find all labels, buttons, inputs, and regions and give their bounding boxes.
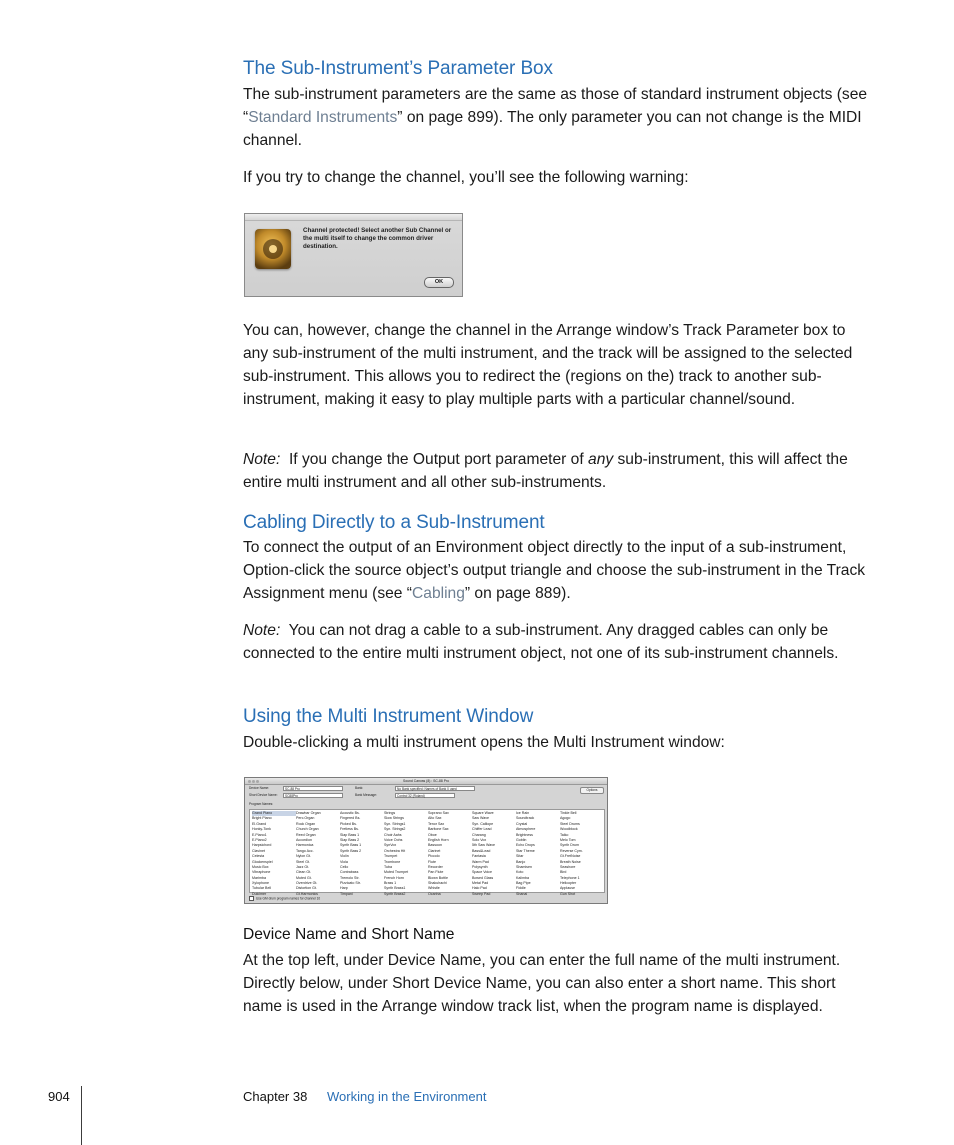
paragraph: At the top left, under Device Name, you can enter the full name of the multi instrument. Directly below, under Short Device Name, you can also enter a short name. This short name is used in the Arrange window track list, when the program name is displayed. [243, 952, 841, 1015]
program-name[interactable]: Slap Bass 2 [340, 837, 360, 842]
program-name[interactable]: Vibraphone [252, 870, 271, 875]
program-name[interactable]: Telephone 1 [560, 875, 580, 880]
program-name[interactable]: Gt.FretNoise [560, 854, 581, 859]
program-name[interactable]: SynVox [384, 843, 397, 848]
program-name[interactable]: Ice Rain [516, 811, 530, 815]
program-name[interactable]: Applause [560, 886, 575, 891]
program-name[interactable]: Soprano Sax [428, 811, 449, 815]
bank-select[interactable]: No Bank specified: Names of Bank 0 used [395, 786, 475, 791]
program-name[interactable]: Synth Bass 2 [340, 848, 362, 853]
program-name[interactable]: Fantasia [472, 854, 486, 859]
program-name[interactable]: Harmonica [296, 843, 314, 848]
paragraph [243, 83, 873, 152]
bank-message-label: Bank Message: [355, 793, 377, 797]
program-name[interactable]: Recorder [428, 864, 443, 869]
program-name[interactable]: Polysynth [472, 864, 488, 869]
program-name[interactable]: Fiddle [516, 886, 526, 891]
text-span: sub-instrument, this will affect the entire multi instrument and all other sub-instruments. [243, 451, 848, 491]
paragraph: If you try to change the channel, you’ll see the following warning: [243, 169, 689, 186]
program-name[interactable]: Breath Noise [560, 859, 581, 864]
checkbox-icon[interactable] [249, 896, 254, 901]
program-name[interactable]: Syn. Strings1 [384, 821, 406, 826]
program-name[interactable]: Tubular Bell [252, 886, 272, 891]
program-name[interactable]: Warm Pad [472, 859, 489, 864]
program-column [428, 811, 472, 897]
program-name[interactable]: Clean Gt. [296, 870, 312, 875]
program-name[interactable]: Tremolo Str. [340, 875, 360, 880]
program-name[interactable]: Baritone Sax [428, 827, 449, 832]
program-name[interactable]: Muted Trumpet [384, 870, 409, 875]
program-name[interactable]: Kalimba [516, 875, 529, 880]
dialog-message: Channel protected! Select another Sub Channel or the multi itself to change the common driver destination. [303, 227, 452, 250]
program-name[interactable]: Brightness [516, 832, 533, 837]
program-name[interactable]: Gun Shot [560, 891, 576, 896]
text-span: You can not drag a cable to a sub-instrument. Any dragged cables can only be connected to the entire multi instrument object, not one of its sub-instrument channels. [243, 622, 839, 662]
program-name[interactable]: Metal Pad [472, 881, 489, 886]
program-name[interactable]: Contrabass [340, 870, 359, 875]
program-name[interactable]: Glockenspiel [252, 859, 273, 864]
note-label: Note: [243, 622, 281, 639]
program-name[interactable]: Picked Bs. [340, 821, 357, 826]
program-name[interactable]: Soundtrack [516, 816, 535, 821]
bank-message-select[interactable]: Control 32 (Roland) [395, 793, 455, 798]
program-name[interactable]: Syn. Strings2 [384, 827, 406, 832]
program-name[interactable]: Tuba [384, 864, 393, 869]
program-name[interactable]: Nylon Gt. [296, 854, 311, 859]
program-name[interactable]: Strings [384, 811, 396, 815]
window-titlebar [245, 778, 607, 785]
program-name[interactable]: Clarinet [428, 848, 441, 853]
section-heading-parameter-box: The Sub-Instrument’s Parameter Box [243, 58, 553, 79]
program-name[interactable]: Melo Tom [560, 837, 576, 842]
program-name[interactable]: Orchestra Hit [384, 848, 406, 853]
program-name[interactable]: Chiffer Lead [472, 827, 492, 832]
program-name[interactable]: Muted Gt. [296, 875, 312, 880]
window-controls-icon [248, 779, 260, 785]
text-span: ” on page 889). [464, 585, 571, 602]
section-heading-cabling: Cabling Directly to a Sub-Instrument [243, 512, 545, 533]
program-name[interactable]: Accordion [296, 837, 312, 842]
program-name[interactable]: 5th Saw Wave [472, 843, 496, 848]
checkbox-label: Use GM drum program names for channel 10 [256, 896, 321, 900]
program-name[interactable]: Bass&Lead [472, 848, 491, 853]
paragraph: Double-clicking a multi instrument opens the Multi Instrument window: [243, 734, 725, 751]
program-name[interactable]: Koto [516, 870, 524, 875]
program-name[interactable]: Celesta [252, 854, 265, 859]
program-column [472, 811, 516, 897]
program-name[interactable]: Taiko [560, 832, 569, 837]
program-name[interactable]: Seashore [560, 864, 576, 869]
program-name[interactable]: Slow Strings [384, 816, 404, 821]
program-name[interactable]: Voice Oohs [384, 837, 403, 842]
program-name[interactable]: Reverse Cym. [560, 848, 583, 853]
short-device-name-field[interactable]: SC88Pro [283, 793, 343, 798]
short-device-name-label: Short Device Name: [249, 793, 278, 797]
text-span: If you change the Output port parameter of [288, 451, 589, 468]
program-name[interactable]: Drawbar Organ [296, 811, 321, 815]
program-name[interactable]: Church Organ [296, 827, 319, 832]
program-name[interactable]: El.Grand [252, 821, 267, 826]
warning-dialog-screenshot [244, 213, 463, 297]
program-name[interactable]: Bassoon [428, 843, 442, 848]
program-name[interactable]: Bright Piano [252, 816, 272, 821]
gm-drum-names-option[interactable] [249, 896, 320, 901]
emphasis: any [588, 451, 614, 468]
program-name[interactable]: Helicopter [560, 881, 577, 886]
program-name[interactable]: Distortion Gt. [296, 886, 317, 891]
program-name[interactable]: Viola [340, 859, 348, 864]
chapter-title-link[interactable]: Working in the Environment [327, 1089, 487, 1104]
program-names-grid [249, 809, 605, 896]
program-name[interactable]: Violin [340, 854, 349, 859]
program-name[interactable]: E.Piano2 [252, 837, 267, 842]
program-name[interactable]: Fingered Bs. [340, 816, 361, 821]
program-name[interactable]: Whistle [428, 886, 440, 891]
program-name[interactable]: Perc.Organ [296, 816, 315, 821]
program-name[interactable]: Syn. Calliope [472, 821, 494, 826]
program-name[interactable]: Trumpet [384, 854, 398, 859]
program-name[interactable]: Pan Flute [428, 870, 444, 875]
program-name[interactable]: Reed Organ [296, 832, 316, 837]
program-name[interactable]: Alto Sax [428, 816, 442, 821]
program-name[interactable]: Crystal [516, 821, 528, 826]
program-column [340, 811, 384, 897]
app-warning-icon [255, 229, 291, 269]
program-name[interactable]: Clavinet [252, 848, 265, 853]
subsection-heading-device-name: Device Name and Short Name [243, 926, 455, 943]
note-paragraph [243, 448, 873, 494]
multi-instrument-window-screenshot [244, 777, 608, 904]
program-name[interactable]: Slap Bass 1 [340, 832, 360, 837]
program-name[interactable]: Dulcimer [252, 891, 267, 896]
program-name[interactable]: Tenor Sax [428, 821, 445, 826]
program-name[interactable]: French Horn [384, 875, 404, 880]
section-heading-multi-window: Using the Multi Instrument Window [243, 706, 534, 727]
chapter-label: Chapter 38 [243, 1089, 308, 1104]
device-name-field[interactable]: SC-88 Pro [283, 786, 343, 791]
program-name[interactable]: Star Theme [516, 848, 535, 853]
paragraph [243, 536, 873, 605]
program-name[interactable]: Synth Bass 1 [340, 843, 362, 848]
program-name[interactable]: Timpani [340, 891, 353, 896]
program-name[interactable]: Shamisen [516, 864, 532, 869]
text-span: To connect the output of an Environment object directly to the input of a sub-instrument, Option-click the source object’s output triangle and choose the sub-instrument in the Track Assignment menu (see “ [243, 539, 866, 602]
text-span: ” on page 899). The only parameter you can not change is the MIDI channel. [243, 109, 862, 149]
program-name[interactable]: Acoustic Bs. [340, 811, 360, 815]
program-name[interactable]: Synth Drum [560, 843, 579, 848]
program-name[interactable]: Choir Aahs [384, 832, 402, 837]
program-name[interactable]: Ocarina [428, 891, 441, 896]
page-number: 904 [48, 1089, 70, 1104]
program-name[interactable]: Goblin [516, 837, 527, 842]
program-name[interactable]: Bag Pipe [516, 881, 531, 886]
program-name[interactable]: Synth Brass2 [384, 891, 406, 896]
program-name[interactable]: Tinkle Bell [560, 811, 577, 815]
program-name[interactable]: Marimba [252, 875, 266, 880]
program-name[interactable]: Harpsichord [252, 843, 272, 848]
program-name[interactable]: Jazz Gt. [296, 864, 310, 869]
program-name[interactable]: Agogo [560, 816, 571, 821]
program-name[interactable]: Woodblock [560, 827, 578, 832]
program-name[interactable]: Shakuhachi [428, 881, 447, 886]
device-name-label: Device Name: [249, 786, 270, 790]
footer-divider [81, 1086, 82, 1145]
program-name[interactable]: Blown Bottle [428, 875, 448, 880]
program-name[interactable]: Bowed Glass [472, 875, 494, 880]
program-name[interactable]: Halo Pad [472, 886, 487, 891]
program-column [252, 811, 296, 897]
program-name[interactable]: Flute [428, 859, 436, 864]
program-column [296, 811, 340, 897]
program-column [560, 811, 604, 897]
program-name[interactable]: Atmosphere [516, 827, 536, 832]
paragraph: You can, however, change the channel in the Arrange window’s Track Parameter box to any sub-instrument of the multi instrument, and the track will be assigned to the selected sub-instrument. This allows you to redirect the (regions on the) track to another sub-instrument, making it easy to play multiple parts with a particular channel/sound. [243, 322, 853, 408]
program-name[interactable]: Sweep Pad [472, 891, 491, 896]
program-name[interactable]: Sitar [516, 854, 524, 859]
program-name[interactable]: Brass 1 [384, 881, 397, 886]
program-name[interactable]: Honky-Tonk [252, 827, 271, 832]
program-name[interactable]: Music Box [252, 864, 269, 869]
program-name[interactable]: Square Wave [472, 811, 494, 815]
link-cabling[interactable]: Cabling [412, 585, 465, 602]
ok-button[interactable]: OK [424, 277, 454, 288]
text-span: The sub-instrument parameters are the same as those of standard instrument objects (see “ [243, 86, 868, 126]
program-name[interactable]: Oboe [428, 832, 437, 837]
note-paragraph [243, 619, 873, 665]
program-name[interactable]: Overdrive Gt. [296, 881, 318, 886]
program-names-label: Program Names: [249, 802, 274, 806]
program-name[interactable]: Echo Drops [516, 843, 535, 848]
program-name[interactable]: Steel Gt. [296, 859, 310, 864]
program-name[interactable]: Banjo [516, 859, 526, 864]
program-name[interactable]: Synth Brass1 [384, 886, 406, 891]
program-column [384, 811, 428, 897]
program-name[interactable]: Space Voice [472, 870, 492, 875]
program-name[interactable]: E.Piano1 [252, 832, 267, 837]
link-standard-instruments[interactable]: Standard Instruments [248, 109, 398, 126]
program-name[interactable]: Saw Wave [472, 816, 490, 821]
note-label: Note: [243, 451, 281, 468]
program-column [516, 811, 560, 897]
program-name[interactable]: Solo Vox [472, 837, 487, 842]
program-name[interactable]: Tango Acc. [296, 848, 314, 853]
program-name[interactable]: Grand Piano [252, 811, 296, 816]
program-name[interactable]: Rock Organ [296, 821, 316, 826]
program-name[interactable]: Steel Drums [560, 821, 580, 826]
dialog-titlebar [245, 214, 462, 221]
program-name[interactable]: Charang [472, 832, 486, 837]
window-title: Sound Canvas (8) : SC-88 Pro [403, 779, 449, 783]
program-name[interactable]: Fretless Bs. [340, 827, 359, 832]
program-name[interactable]: Bird [560, 870, 567, 875]
bank-label: Bank: [355, 786, 364, 790]
program-name[interactable]: Gt.Harmonics [296, 891, 318, 896]
program-name[interactable]: Harp [340, 886, 348, 891]
program-name[interactable]: Pizzicato Str. [340, 881, 361, 886]
program-name[interactable]: English Horn [428, 837, 449, 842]
program-name[interactable]: Xylophone [252, 881, 269, 886]
program-name[interactable]: Shanai [516, 891, 528, 896]
program-name[interactable]: Trombone [384, 859, 401, 864]
program-name[interactable]: Piccolo [428, 854, 440, 859]
options-menu-button[interactable]: Options [580, 787, 604, 794]
program-name[interactable]: Cello [340, 864, 349, 869]
